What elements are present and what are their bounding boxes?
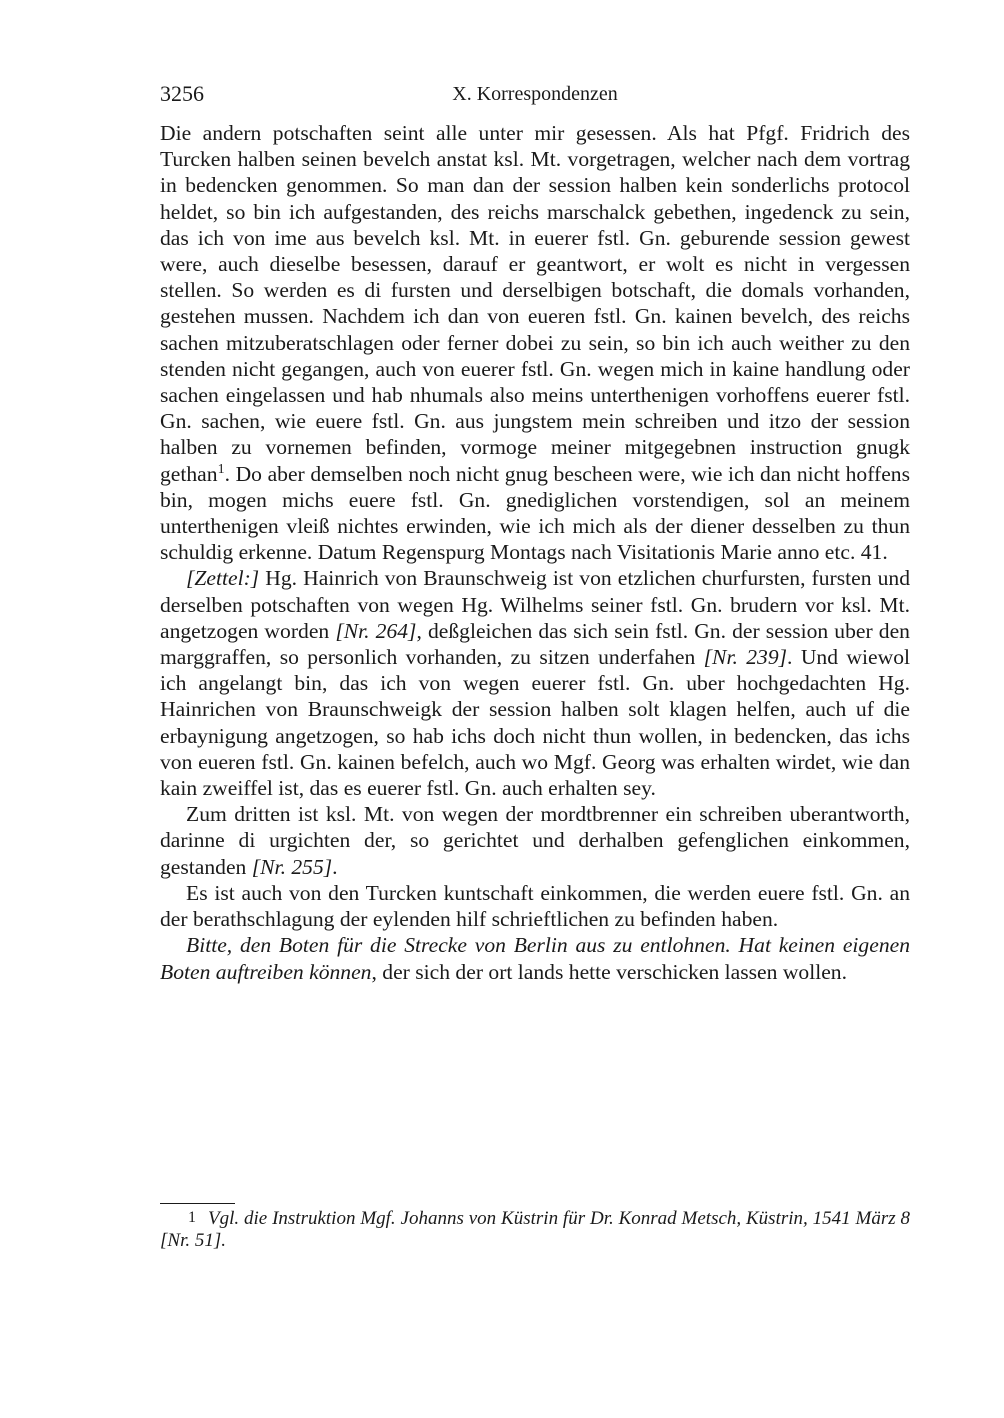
page-header <box>160 80 910 108</box>
paragraph-text: . <box>332 854 338 879</box>
zettel-marker: [Zettel:] <box>186 566 260 591</box>
paragraph-turcken <box>160 880 910 932</box>
paragraph-text: . Und wiewol ich angelangt bin, das ich von wegen euerer fstl. Gn. uber hochgedachten Hg. Hainrichen von Braunschweigk der session halben solt klagen helfen, auch uf die erbaynigung angetzogen, so hab ichs doch nicht thun wollen, in bedencken, das ichs von eueren fstl. Gn. kainen befelch, auch wo Mgf. Georg was erhalten wirdet, wie dan kain zweiffel ist, das es euerer fstl. Gn. auch erhalten sey. <box>160 645 910 801</box>
paragraph-boten <box>160 932 910 984</box>
paragraph-text: Zum dritten ist ksl. Mt. von wegen der mordtbrenner ein schreiben uberantworth, darinne di urgichten der, so gerichtet und derhalben gefenglichen einkommen, gestanden <box>160 802 910 879</box>
running-title: X. Korrespondenzen <box>452 83 618 105</box>
paragraph-text: Es ist auch von den Turcken kuntschaft einkommen, die werden euere fstl. Gn. an der berathschlagung der eylenden hilf schrieftlichen zu befinden haben. <box>160 880 910 932</box>
footnote-reference: 1 <box>217 461 225 477</box>
paragraph-letter <box>160 120 910 565</box>
paragraph-text: Die andern potschaften seint alle unter mir gesessen. Als hat Pfgf. Fridrich des Turcken halben seinen bevelch anstat ksl. Mt. vorgetragen, welcher nach dem vortrag in bedencken genommen. So man dan der session halben kein sonderlichs protocol heldet, so bin ich aufgestanden, des reichs marschalck gebethen, ingedenck zu sein, das ich von ime aus bevelch ksl. Mt. in euerer fstl. Gn. geburende session gewest were, auch dieselbe besessen, darauf er geantwort, er wolt es nicht in vergessen stellen. So werden es di fursten und derselbigen botschaft, die domals vorhanden, gestehen mussen. Nachdem ich dan von eueren fstl. Gn. kainen bevelch, des reichs sachen mitzuberatschlagen oder ferner dobei zu sein, so bin ich auch weither zu den stenden nicht gegangen, auch von euerer fstl. Gn. wegen mich in kaine handlung oder sachen eingelassen und hab nhumals also meins unterthenigen vorhoffens euerer fstl. Gn. sachen, wie euere fstl. Gn. aus jungstem mein schreiben und itzo der session halben zu vornemen befinden, vormoge meiner mitgegebnen instruction gnugk gethan <box>160 121 910 486</box>
footnote-number: 1 <box>188 1209 196 1226</box>
footnote-divider <box>160 1203 235 1204</box>
document-reference: [Nr. 239] <box>703 645 788 670</box>
editorial-summary: Bitte, den Boten für die Strecke von Berlin aus zu entlohnen. Hat keinen eigenen Boten auftreiben können <box>160 933 910 984</box>
paragraph-text: . Do aber demselben noch nicht gnug bescheen were, wie ich dan nicht hoffens bin, mogen michs euere fstl. Gn. gnediglichen vorstendigen, sol an meinem unterthenigen vleiß nichtes erwinden, wie ich mich als der diener desselben zu thun schuldig erkenne. Datum Regenspurg Montags nach Visitationis Marie anno etc. 41. <box>160 461 910 565</box>
document-reference: [Nr. 264] <box>335 618 417 643</box>
paragraph-text: , deßgleichen das sich sein fstl. Gn. der session uber den marggraffen, so personlich vorhanden, zu sitzen underfahen <box>160 618 910 670</box>
body-text <box>160 120 910 985</box>
paragraph-zettel <box>160 565 910 801</box>
footnote <box>160 1207 910 1252</box>
paragraph-text: Hg. Hainrich von Braunschweig ist von etzlichen churfursten, fursten und derselben potschaften von wegen Hg. Wilhelms seiner fstl. Gn. brudern vor ksl. Mt. angetzogen worden <box>160 566 910 643</box>
page-number: 3256 <box>160 81 204 106</box>
document-reference: [Nr. 255] <box>251 854 333 879</box>
paragraph-mordtbrenner <box>160 801 910 880</box>
footnote-text: Vgl. die Instruktion Mgf. Johanns von Küstrin für Dr. Konrad Metsch, Küstrin, 1541 März 8 [Nr. 51]. <box>160 1208 910 1251</box>
paragraph-text: , der sich der ort lands hette verschicken lassen wollen. <box>371 959 847 984</box>
